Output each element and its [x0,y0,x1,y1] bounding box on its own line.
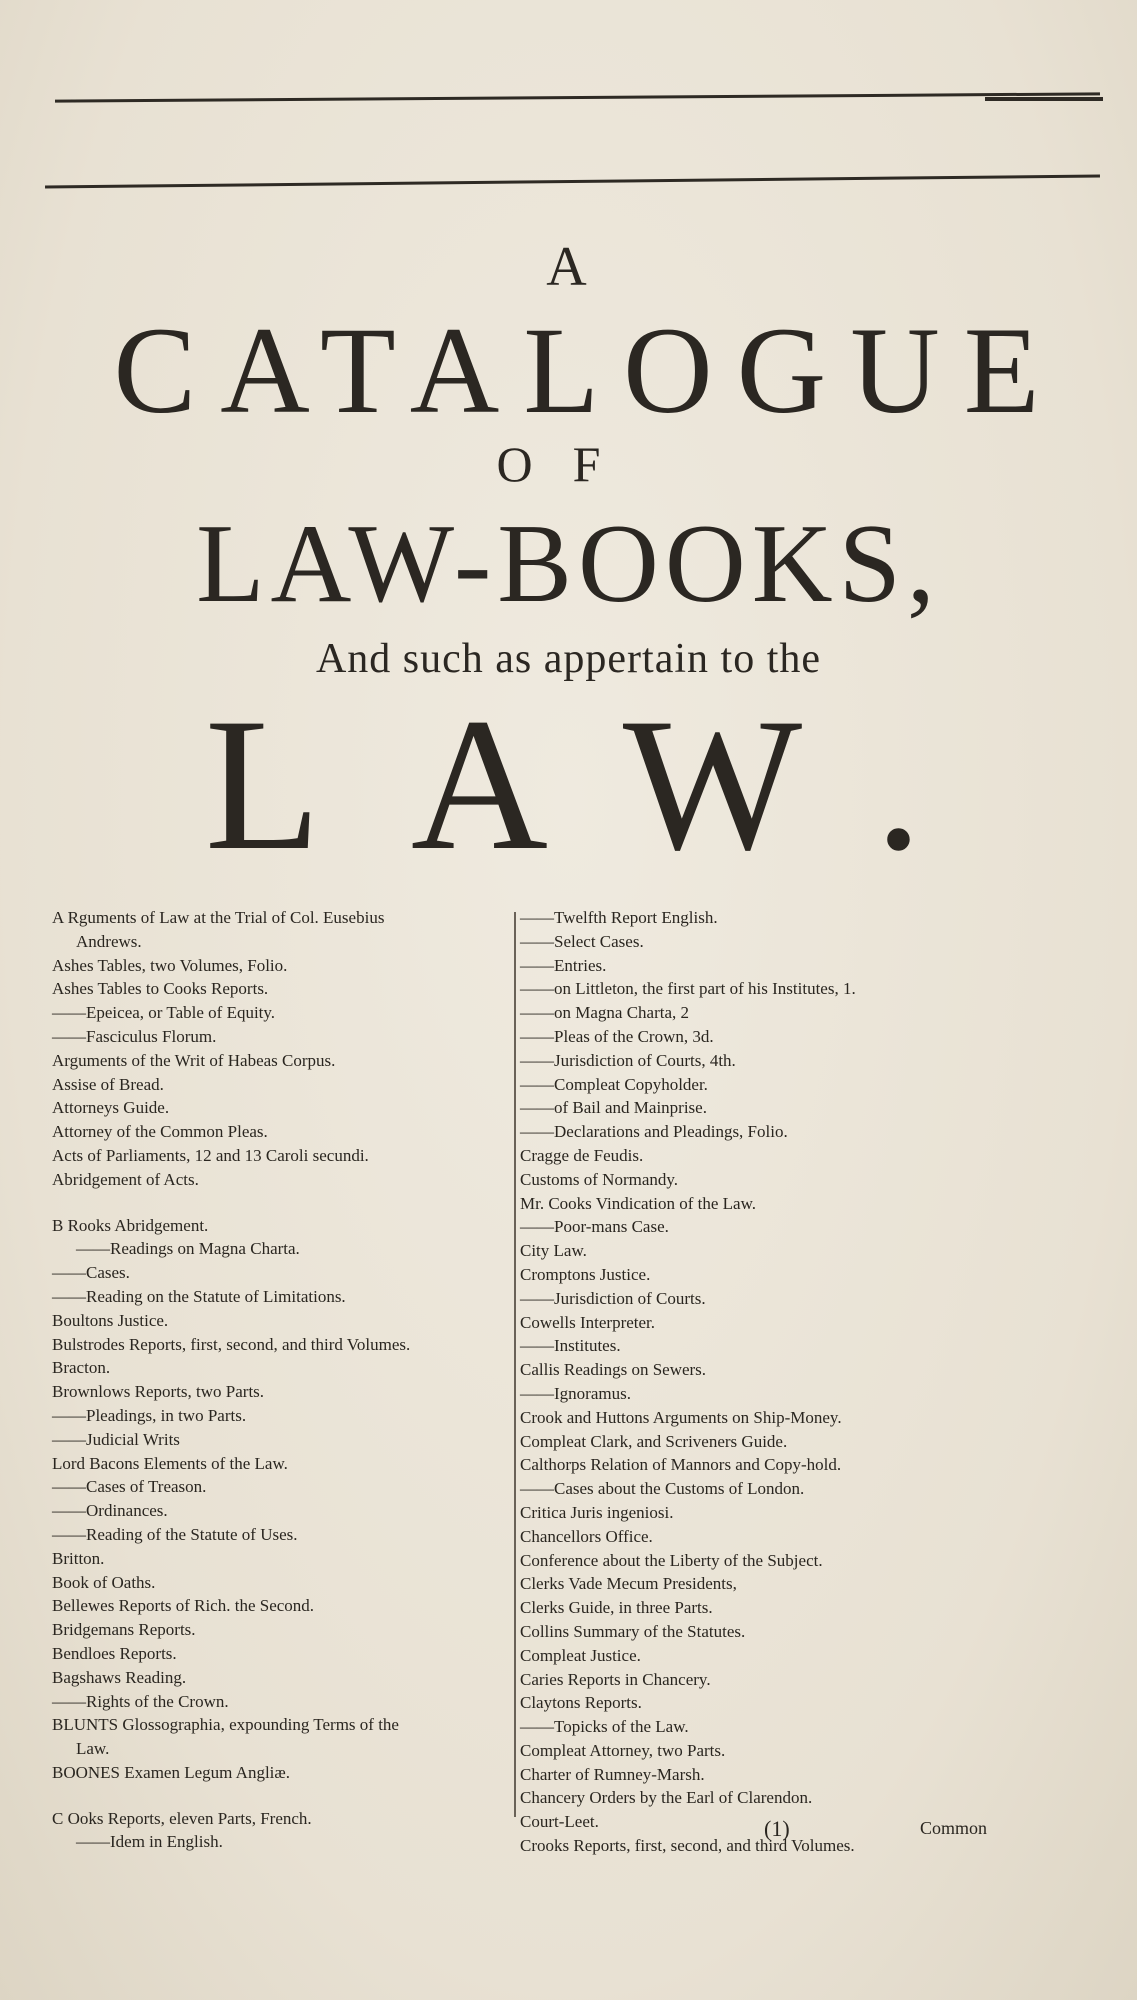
catalogue-entry: Law. [76,1739,110,1759]
catalogue-entry: Abridgement of Acts. [52,1169,199,1189]
catalogue-entry: ——Epeicea, or Table of Equity. [52,1003,276,1023]
catalogue-entry: ——Reading of the Statute of Uses. [52,1524,298,1544]
catalogue-entry: Chancery Orders by the Earl of Clarendon. [520,1788,813,1808]
catalogue-entry: Brownlows Reports, two Parts. [52,1382,265,1402]
right-column [520,906,1080,1858]
catalogue-entry: ——on Littleton, the first part of his Institutes, 1. [520,979,856,999]
catalogue-entry: BLUNTS Glossographia, expounding Terms of the [52,1715,399,1735]
catalogue-entry: ——Ignoramus. [520,1383,631,1403]
catalogue-entry: ——Select Cases. [520,931,644,951]
catalogue-entry: Court-Leet. [520,1812,599,1832]
catalogue-entry: ——Poor-mans Case. [520,1217,669,1237]
top-rule [55,92,1100,102]
catalogue-entry: Bendloes Reports. [52,1643,177,1663]
title-law-books: LAW-BOOKS, [196,502,941,626]
entry-gap [52,1192,522,1214]
catalogue-entry: ——of Bail and Mainprise. [520,1098,707,1118]
catalogue-entry: B Rooks Abridgement. [52,1215,209,1235]
folio-number: (1) [764,1816,790,1841]
catalogue-entry: Ashes Tables, two Volumes, Folio. [52,955,288,975]
catalogue-entry: ——Compleat Copyholder. [520,1074,708,1094]
catalogue-entry: Compleat Clark, and Scriveners Guide. [520,1431,788,1451]
catalogue-entry: Collins Summary of the Statutes. [520,1621,746,1641]
catalogue-entry: A Rguments of Law at the Trial of Col. Eusebius [52,908,385,927]
catalogue-entry: Andrews. [76,931,142,951]
catalogue-entry: Compleat Justice. [520,1645,641,1665]
catalogue-entry: C Ooks Reports, eleven Parts, French. [52,1808,312,1828]
title-subtitle: And such as appertain to the [315,636,822,682]
catalogue-entry: Crooks Reports, first, second, and third Volumes. [520,1836,855,1856]
catalogue-entry: ——Cases. [52,1263,130,1283]
title-catalogue: CATALOGUE [113,302,1064,439]
catalogue-entry: Arguments of the Writ of Habeas Corpus. [52,1050,336,1070]
catalogue-entry: Customs of Normandy. [520,1169,679,1189]
top-rule-ornament [985,97,1103,101]
catalogue-entry: Caries Reports in Chancery. [520,1669,711,1689]
catalogue-entry: ——Institutes. [520,1336,621,1356]
catalogue-entry: Cromptons Justice. [520,1264,651,1284]
catalogue-entry: Attorneys Guide. [52,1098,170,1118]
catalogue-entry: ——Declarations and Pleadings, Folio. [520,1122,788,1142]
catalogue-entry: Cowells Interpreter. [520,1312,656,1332]
catalogue-entry: Bulstrodes Reports, first, second, and third Volumes. [52,1334,411,1354]
catalogue-entry: Claytons Reports. [520,1693,642,1713]
catalogue-entry: Mr. Cooks Vindication of the Law. [520,1193,757,1213]
catalogue-entry: Ashes Tables to Cooks Reports. [52,979,269,999]
catalogue-entry: ——Jurisdiction of Courts, 4th. [520,1050,736,1070]
catalogue-entry: ——Judicial Writs [52,1429,180,1449]
title-law: LAW. [204,680,1013,890]
catalogue-entry: ——Ordinances. [52,1501,168,1521]
catalogue-entry: ——Reading on the Statute of Limitations. [52,1286,346,1306]
catalogue-entry: ——on Magna Charta, 2 [520,1003,690,1023]
catalogue-entry: Assise of Bread. [52,1074,164,1094]
catalogue-entry: Charter of Rumney-Marsh. [520,1764,705,1784]
catalogue-entry: Bagshaws Reading. [52,1667,187,1687]
title-article: A [546,236,591,298]
catalogue-entry: Callis Readings on Sewers. [520,1360,707,1380]
catalogue-entry: ——Jurisdiction of Courts. [520,1288,706,1308]
catalogue-entry: ——Cases about the Customs of London. [520,1479,805,1499]
catalogue-entry: Calthorps Relation of Mannors and Copy-hold. [520,1455,842,1475]
catalogue-entry: Bracton. [52,1358,111,1378]
catalogue-entry: Acts of Parliaments, 12 and 13 Caroli secundi. [52,1145,369,1165]
left-column [52,906,522,1854]
catalogue-entry: Cragge de Feudis. [520,1145,644,1165]
catalogue-entry: ——Idem in English. [76,1832,223,1852]
catalogue-entry: ——Fasciculus Florum. [52,1026,217,1046]
second-rule [45,174,1100,188]
catalogue-entry: Bridgemans Reports. [52,1620,196,1640]
catalogue-entry: ——Pleadings, in two Parts. [52,1405,247,1425]
catalogue-entry: ——Pleas of the Crown, 3d. [520,1026,714,1046]
catalogue-entry: ——Cases of Treason. [52,1477,207,1497]
catalogue-entry: Lord Bacons Elements of the Law. [52,1453,288,1473]
catalogue-entry: City Law. [520,1241,587,1261]
catalogue-entry: ——Readings on Magna Charta. [76,1239,300,1259]
catalogue-entry: BOONES Examen Legum Angliæ. [52,1762,290,1782]
title-of: OF [496,436,641,492]
catalogue-entry: Crook and Huttons Arguments on Ship-Money. [520,1407,842,1427]
catchword: Common [920,1818,988,1838]
catalogue-entry: Compleat Attorney, two Parts. [520,1740,726,1760]
catalogue-entry: ——Entries. [520,955,607,975]
catalogue-entry: Clerks Vade Mecum Presidents, [520,1574,737,1594]
catalogue-entry: Bellewes Reports of Rich. the Second. [52,1596,315,1616]
catalogue-entry: Chancellors Office. [520,1526,653,1546]
catalogue-entry: ——Rights of the Crown. [52,1691,229,1711]
catalogue-entry: ——Topicks of the Law. [520,1717,689,1737]
catalogue-entry: Boultons Justice. [52,1310,169,1330]
catalogue-entry: Attorney of the Common Pleas. [52,1122,268,1142]
catalogue-entry: Critica Juris ingeniosi. [520,1502,674,1522]
entry-gap [52,1785,522,1807]
catalogue-entry: Book of Oaths. [52,1572,156,1592]
catalogue-entry: Conference about the Liberty of the Subject. [520,1550,823,1570]
catalogue-entry: Britton. [52,1548,105,1568]
catalogue-entry: ——Twelfth Report English. [520,908,718,927]
catalogue-entry: Clerks Guide, in three Parts. [520,1598,713,1618]
